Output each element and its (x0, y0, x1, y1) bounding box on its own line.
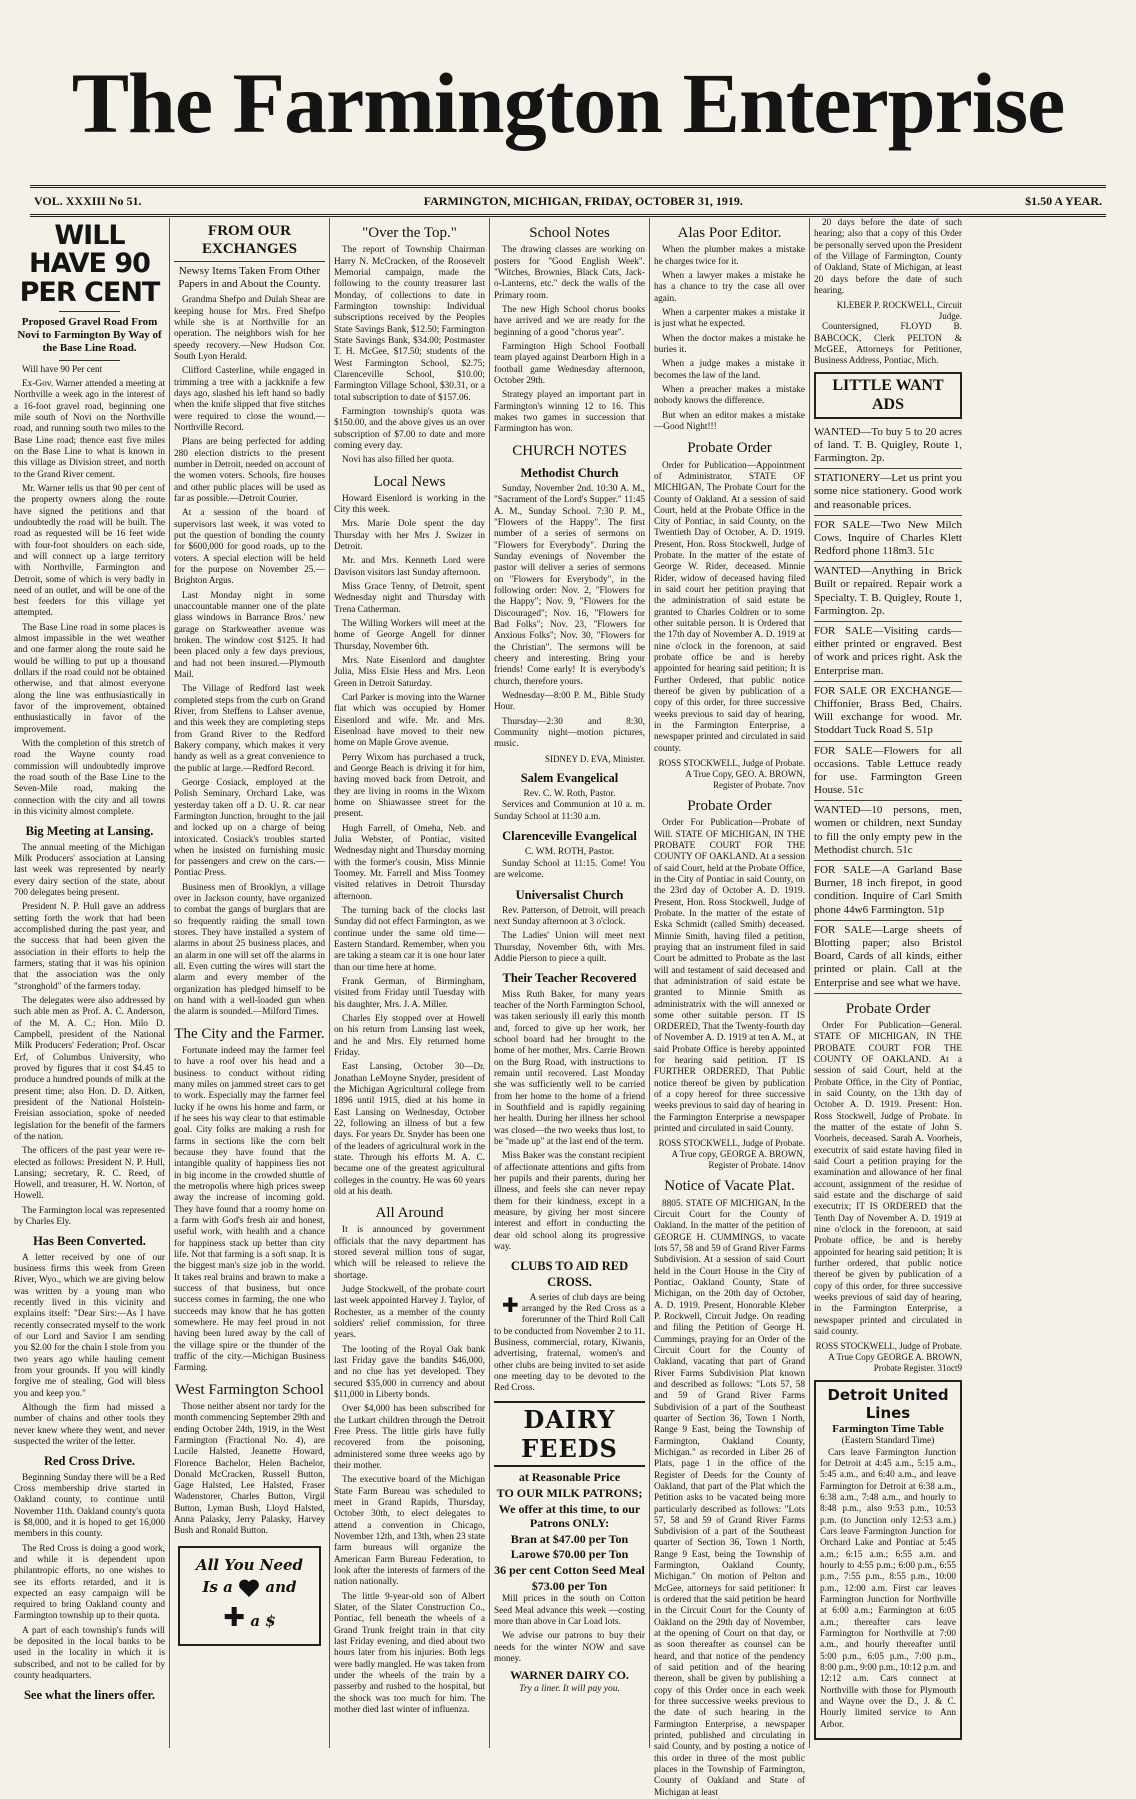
article-paragraph: Miss Grace Tenny, of Detroit, spent Wednesday night and Thursday with Trena Catherman. (334, 582, 485, 615)
column-5 (650, 218, 810, 1798)
rail-title: Detroit United Lines (827, 1386, 949, 1423)
liners-footer: See what the liners offer. (23, 1688, 156, 1703)
dollar-sign: $ (265, 1611, 276, 1630)
headline-teacher: Their Teacher Recovered (502, 971, 637, 986)
article-paragraph: Services and Communion at 10 a. m. Sunday School at 11:30 a.m. (494, 800, 645, 822)
ad-line: a (250, 1611, 261, 1630)
dairy-price-cotton: 36 per cent Cotton Seed Meal (494, 1563, 645, 1577)
article-paragraph: Mrs. Nate Eisenlord and daughter Julia, Miss Elsie Hess and Mrs. Leon Green in Detroit Saturday. (334, 656, 485, 689)
masthead-title: The Farmington Enterprise (71, 55, 1065, 151)
article-paragraph: The little 9-year-old son of Albert Slater, of the Slater Construction Co., Pontiac, fell beneath the wheels of a Grand Trunk freight train in that city last Friday evening, and died about two hours later from his injuries. Both legs were badly mangled. He was taken from under the wheels of the train by a passerby and rushed to the hospital, but the shock was too much for him. The mother died last winter of influenza. (334, 1591, 485, 1715)
article-paragraph: The delegates were also addressed by such able men as Prof. A. C. Anderson, of the M. A. C.; Hon. Milo D. Campbell, president of the National Milk Producers' Federation; Prof. Oscar Erf, of Columbus University, who proved by figures that it cost $4.45 to produce a hundred pounds of milk at the present time; also Hon. D. D. Aitken, president of the National Holstein-Freisian association, spoke of needed legislation for the benefit of the farmers of the nation. (14, 995, 165, 1142)
headline-probate-order: Probate Order (687, 797, 772, 814)
article-paragraph: Beginning Sunday there will be a Red Cross membership drive started in Oakland county, to continue until November 11th. Oakland county's quota is $8,000, and it is hoped to get 16,000 members in this county. (14, 1472, 165, 1540)
red-cross-icon: ✚ (223, 1602, 246, 1633)
article-paragraph: Howard Eisenlord is working in the City this week. (334, 493, 485, 516)
article-paragraph: When the doctor makes a mistake he buries it. (654, 333, 805, 355)
signature: ROSS STOCKWELL, Judge of Probate. (815, 1341, 962, 1352)
article-paragraph: Miss Ruth Baker, for many years teacher of the North Farmington School, was taken seriously ill early this month and, forced to give up her work, her school board had her brought to the home of her mother, Mrs. Carrie Brown on the Burg Road, with instructions to remain until recovered. Last Monday she was sufficiently well to be carried from her home to the home of a friend in Southfield and is rapidly regaining her health. During her illness her school was closed—the two weeks thus lost, to be "made up" at the last end of the term. (494, 989, 645, 1147)
rail-timetable: Cars leave Farmington Junction for Detroit at 4:45 a.m., 5:15 a.m., 5:45 a.m., and 6:40 a.m., and leave Farmington for Detroit at 6:38 a.m., 6:38 a.m., 7:48 a.m., and hourly to 8:48 p.m., also 9:53 p.m., 10:53 p.m. (to Junction only 12:53 a.m.) Cars leave Farmington Junction for Orchard Lake and Pontiac at 5:45 a.m.; 6:15 a.m.; 6:55 a.m. and hourly to 4:55 p.m.; 6:00 p.m., 6:55 p.m., 7:55 p.m., 8:55 p.m., 10:00 p.m., 12:00 a.m. First car leaves Farmington Junction for Northville at 6:00 a.m.; Farmington at 6:05 a.m.; thereafter cars leave Farmington for Northville at 7:00 a.m., and hourly thereafter until 5:00 p.m., 6:05 p.m., 7:00 p.m., 8:00 p.m., 9:00 p.m., 10:12 p.m. and 12:12 a.m. Cars connect at Northville with those for Plymouth and Wayne over the D., J. & C. Hourly limited service to Ann Arbor. (820, 1447, 956, 1730)
headline-west-farmington-school: West Farmington School (175, 1381, 324, 1398)
article-paragraph: The Ladies' Union will meet next Thursday, November 6th, with Mrs. Addie Pierson to piece a quilt. (494, 931, 645, 965)
ad-line: All You Need (195, 1555, 304, 1574)
headline-all-around: All Around (375, 1205, 444, 1222)
article-paragraph: When the plumber makes a mistake he charges twice for it. (654, 245, 805, 267)
article-paragraph: Business men of Brooklyn, a village over in Jackson county, have organized to combat the gangs of burglars that are so frequently raiding the small town stores. They have installed a system of alarms in about 25 business places, and an alarm in one will set off the alarms in all. Even cutting the wires will start the alarm and every member of the organization has pledged himself to be on hand with a well-loaded gun when the alarm is sounded.—Milford Times. (174, 882, 325, 1018)
article-paragraph: Judge Stockwell, of the probate court last week appointed Harvey J. Taylor, of Rochester, as a member of the county soldiers' relief commission, for three years. (334, 1285, 485, 1341)
article-paragraph: Sunday, November 2nd. 10:30 A. M., "Sacrament of the Lord's Supper." 11:45 A. M., Sunday School. 7:30 P. M., "Flowers of the Happy". The first number of a series of sermons on "Flowers for Everybody". During the Sunday evenings of November the pastor will deliver a series of sermons on "Flowers for Everybody", in the following order: Nov. 2, "Flowers for the Happy"; Nov. 9, "Flowers for the Discouraged"; Nov. 16, "Flowers for Bad Folks"; Nov. 23, "Flowers for Anxious Folks"; Nov. 30, "Flowers for the Christian". The sermons will be cheery and interesting. Bring your friends! Come early! It is everybody's church, therefore yours. (494, 484, 645, 687)
article-paragraph: When a lawyer makes a mistake he has a chance to try the case all over again. (654, 270, 805, 304)
article-paragraph: Rev. Patterson, of Detroit, will preach next Sunday afternoon at 3 o'clock. (494, 905, 645, 928)
article-paragraph: Grandma Shefpo and Dulah Shear are keeping house for Mrs. Fred Shefpo while she is at Northville for an operation. The neighbors wish for her speedy recovery.—New Hudson Cor. South Lyon Herald. (174, 295, 325, 363)
subscription-price: $1.50 A YEAR. (1025, 193, 1102, 208)
headline-school-notes: School Notes (529, 225, 610, 241)
article-paragraph: When a judge makes a mistake it becomes the law of the land. (654, 359, 805, 381)
issue-date: FARMINGTON, MICHIGAN, FRIDAY, OCTOBER 31, 1919. (423, 193, 743, 208)
liner-tagline: Try a liner. It will pay you. (519, 1683, 620, 1694)
article-paragraph: Clifford Casterline, while engaged in trimming a tree with a jackknife a few days ago, slashed his left hand so badly when the knife slipped that five stitches were required to close the wound.—Northville Record. (174, 366, 325, 434)
dairy-line: TO OUR MILK PATRONS; (496, 1485, 643, 1500)
article-paragraph: At a session of the board of supervisors last week, it was voted to put the question of bonding the county for $600,000 for good roads, up to the voters. A special election will be held for the purpose on November 25.—Brighton Argus. (174, 508, 325, 587)
article-paragraph: A letter received by one of our business firms this week from Green River, Wyo., which we are giving below was written by a young man who recently lived in this vicinity and explains itself: "Dear Sirs:—As I have recently consecrated myself to the work of our Lord and Savior I am sending you $2.00 for the chain I stole from you two years ago while hauling cement from your grounds. If you will kindly forgive me of stealing, God will bless you and keep you." (14, 1252, 165, 1399)
headline-converted: Has Been Converted. (33, 1234, 146, 1249)
signature: A True Copy, GEO. A. BROWN, Register of Probate. 7nov (685, 769, 805, 790)
article-paragraph: Fortunate indeed may the farmer feel to have a roof over his head and a business to conduct without riding many miles on jammed street cars to get to work. Especially may the farmer feel lucky if he owns his home and farm, or if he sees his way clear to that estimable goal. City folks are making a rush for farms in sections like the corn belt because they have found that the intangible quality of happiness lies not in big income in the crowded shuttle of the metropolis where high prices sweep away the increase of incoming gold. They have found that a roomy home on a farm with God's fresh air and honest, useful work, with health and a chance for happiness stack up better than city life. Not that farming is a soft snap. It is the biggest man's size job in the world. It takes real brains and brawn to make a success of that business, but once success comes in farming, the one who succeeds may know that he has gotten somewhere. He may feel proud in not having been lured away by the call of the village spire or the thunder of the traffic of the city.—Michigan Business Farming. (174, 1046, 325, 1374)
legal-notice: 20 days before the date of such hearing; also that a copy of this Order be personally served upon the President of the Village of Farmington, County of Oakland, State of Michigan, at least 20 days before the date of such hearing. (814, 218, 962, 296)
article-paragraph (494, 1293, 645, 1395)
legal-notice: Order For Publication—Probate of Will. STATE OF MICHIGAN, IN THE PROBATE COURT FOR THE COUNTY OF OAKLAND. At a session of said Court, held at the Probate Office, in the City of Pontiac in said County, on the 23rd day of October A. D. 1919. Present, Hon. Ross Stockwell, Judge of Probate. In the matter of the estate of Eska Schmidt (called Smith) deceased. Minnie Smith, having filed a petition, praying that an instrument filed in said Court be admitted to Probate as the last will and testament of said deceased and that administration of said estate be granted to Minnie Smith as administratrix with the will annexed or some other suitable person. IT IS ORDERED, That the Twenty-fourth day of November A. D. 1919 at ten A. M., at said Probate Office is hereby appointed for hearing said petition. IT IS FURTHER ORDERED, That Public notice thereof be given by publication of a copy hereof for three successive weeks previous to said day of hearing in the Farmington Enterprise a newspaper printed and circulated in said County. (654, 818, 805, 1135)
headline-city-farmer: The City and the Farmer. (174, 1025, 325, 1042)
article-paragraph: A part of each township's funds will be deposited in the local banks to be used in the locality in which it is subscribed, and not to be called for by county headquarters. (14, 1625, 165, 1682)
headline-ninety-percent: WILL HAVE 90 PER CENT (19, 220, 160, 308)
signature: A True copy, GEORGE A. BROWN, Register of Probate. 14nov (671, 1149, 805, 1171)
article-paragraph: Farmington township's quota was $150.00, and the above gives us an over subscription of $7.00 to date and more coming every day. (334, 406, 485, 451)
subhead-gravel-road: Proposed Gravel Road From Novi to Farmington By Way of the Base Line Road. (17, 316, 162, 355)
column-4 (490, 218, 650, 1748)
column-1 (10, 218, 170, 1748)
headline-alas-poor-editor: Alas Poor Editor. (677, 225, 782, 241)
signature: SIDNEY D. EVA, Minister. (544, 753, 645, 764)
headline-probate-order: Probate Order (845, 1000, 931, 1017)
article-paragraph: George Cosiack, employed at the Polish Seminary, Orchard Lake, was yesterday taken off a D. U. R. car near Farmington Junction, brought to the jail and locked up on a charge of being intoxicated. Cosiack's troubles started when he insisted on furnishing music for passengers and crew on the cars.—Pontiac Press. (174, 777, 325, 879)
heart-icon (238, 1578, 260, 1598)
article-paragraph: Thursday—2:30 and 8:30, Community night—motion pictures, music. (494, 716, 645, 750)
article-paragraph: The Farmington local was represented by Charles Ely. (14, 1205, 165, 1228)
headline-clubs-red-cross: CLUBS TO AID RED CROSS. (510, 1259, 629, 1289)
classified-ad: FOR SALE—Two New Milch Cows. Inquire of Charles Klett Redford phone 118m3. 51c (814, 516, 962, 563)
article-paragraph: East Lansing, October 30—Dr. Jonathan LeMoyne Snyder, president of the Michigan Agricultural college from 1896 until 1915, died at his home in East Lansing on Wednesday, October 22, following an illness of but a few days. For years Dr. Snyder has been one of the leaders of agricultural work in the state. Through his efforts M. A. C. became one of the greatest agricultural colleges in the country. He was 60 years old at his death. (334, 1062, 485, 1197)
red-cross-icon: ✚ (502, 1292, 519, 1317)
headline-probate-order: Probate Order (687, 440, 772, 457)
article-paragraph: Mrs. Marie Dole spent the day Thursday with her Mrs J. Swizer in Detroit. (334, 519, 485, 553)
column-3 (330, 218, 490, 1748)
classified-ad: WANTED—10 persons, men, women or children, next Sunday to fill the only empty pew in the Methodist church. 51c (814, 801, 962, 861)
article-paragraph: When a preacher makes a mistake nobody knows the difference. (654, 384, 805, 407)
signature: KLEBER P. ROCKWELL, Circuit Judge. (836, 300, 962, 322)
classified-ad: WANTED—Anything in Brick Built or repaired. Repair work a Specialty. T. B. Quigley, Route 1, Farmington. 2p. (814, 562, 962, 622)
detroit-united-lines-box (814, 1380, 962, 1740)
article-paragraph: The Base Line road in some places is almost impassible in the wet weather and one farmer along the route said he would be willing to put up a thousand dollars if the road could not be obtained otherwise, and that almost everyone along the line was enthusiastically in favor of the improvement, obtained enthusiastically in favor of the improvement. (14, 622, 165, 735)
rail-timezone: (Eastern Standard Time) (841, 1436, 935, 1447)
classified-ad: FOR SALE—Visiting cards—either printed or engraved. Best of work and prices right. Ask the Enterprise man. (814, 622, 962, 682)
dairy-feeds-title: DAIRY FEEDS (494, 1401, 645, 1468)
dateline-bar (30, 185, 1106, 217)
column-6 (810, 218, 966, 1748)
headline-methodist: Methodist Church (520, 465, 619, 480)
article-paragraph: The Willing Workers will meet at the home of George Angell for dinner Thursday, November 6th. (334, 619, 485, 652)
dairy-price-bran: Bran at $47.00 per Ton (510, 1531, 629, 1546)
dairy-price-larowe: Larowe $70.00 per Ton (510, 1547, 629, 1562)
headline-church-notes: CHURCH NOTES (512, 442, 627, 459)
subhead-exchanges: Newsy Items Taken From Other Papers in and About the County. (178, 264, 321, 290)
headline-universalist: Universalist Church (515, 887, 624, 902)
dairy-signature: WARNER DAIRY CO. (510, 1668, 629, 1683)
article-paragraph: Miss Baker was the constant recipient of affectionate attentions and gifts from her pupils and their parents, during her illness, and feels she can never repay them for their kindness, except in a measure, by giving her most sincere interest and effort in conducting the dear old school along its progressive way. (494, 1151, 645, 1252)
article-paragraph: But when an editor makes a mistake—Good Night!!! (654, 410, 805, 432)
headline-over-the-top: "Over the Top." (362, 225, 457, 241)
pastor-name: Rev. C. W. Roth, Pastor. (523, 788, 616, 799)
article-paragraph: The turning back of the clocks last Sunday did not effect Farmington, as we continue under the same old time—Eastern Standard. Remember, when you are taking a steam car it is one hour later than our time here at home. (334, 905, 486, 973)
rail-subtitle: Farmington Time Table (832, 1422, 944, 1435)
article-paragraph: It is announced by government officials that the navy department has stored several million tons of sugar, which will be released to relieve the shortage. (334, 1225, 485, 1281)
ad-line: and (265, 1578, 297, 1597)
dairy-line: We offer at this time, to our Patrons ONLY: (498, 1501, 641, 1531)
article-paragraph: We advise our patrons to buy their needs for the winter NOW and save money. (494, 1631, 645, 1664)
article-text: A series of club days are being arranged by the Red Cross as a forerunner of the Third Roll Call to be conducted from November 2 to 11. Business, commercial, rotary, Kiwanis, advertising, fraternal, women's and other clubs are being invited to set aside one meeting day to be devoted to the Red Cross. (494, 1292, 645, 1394)
article-paragraph: Hugh Farrell, of Omeha, Neb. and Julia Webster, of Pontiac, visited Wednesday night and Thursday morning with the former's cousin, Miss Minnie Toomey. Mr. Farrell and Miss Toomey visited relatives in Detroit Thursday afternoon. (334, 823, 485, 902)
article-paragraph: Frank German, of Birmingham, visited from Friday until Tuesday with his daughter, Mrs. J. A. Miller. (334, 976, 485, 1010)
classified-ad: FOR SALE—A Garland Base Burner, 18 inch firepot, in good condition. Inquire of Carl Smith phone 44w6 Farmington. 51p (814, 861, 962, 921)
article-paragraph: The Village of Redford last week completed steps from the curb on Grand River, from Steffens to Lahser avenue, and this week they are completing steps from Grand River to the Redford Bakery company, which makes it very handy as well as a great convenience to the public at large.—Redford Record. (174, 684, 325, 774)
column-2 (170, 218, 330, 1748)
volume-number: VOL. XXXIII No 51. (34, 193, 142, 208)
article-paragraph: Plans are being perfected for adding 280 election districts to the present number in Detroit, needed on account of the women voters. Schools, fire houses and other public places will be used as far as possible.—Detroit Courier. (174, 437, 325, 504)
headline-exchanges: FROM OUR EXCHANGES (174, 220, 325, 262)
little-want-ads-title: LITTLE WANT ADS (814, 372, 962, 419)
article-paragraph: Although the firm had missed a number of chains and other tools they never knew where they went, and never suspected the writer of the letter. (14, 1402, 165, 1447)
classified-ad: FOR SALE OR EXCHANGE—Chiffonier, Brass Bed, Chairs. Will exchange for wood. Mr. Stoddart Tuck Road S. 51p (814, 682, 962, 742)
article-paragraph: The drawing classes are working on posters for "Good English Week". "Witches, Brownies, Black Cats, Jack-o-Lanterns, etc." deck the walls of the Primary room. (494, 245, 645, 301)
classified-ad: STATIONERY—Let us print you some nice stationery. Good work and reasonable prices. (814, 469, 962, 516)
legal-notice: Order For Publication—General. STATE OF MICHIGAN, IN THE PROBATE COURT FOR THE COUNTY OF OAKLAND. At a session of said Court, held at the Probate Office, in the City of Pontiac, in said County, on the 13th day of October A. D. 1919. Present: Hon. Ross Stockwell, Judge of Probate. In the matter of the estate of John S. Voorheis, deceased. Sarah A. Voorheis, executrix of said estate having filed in said Court a petition praying for the examination and allowance of her final account, assignment of the residue of said estate and the discharge of said executrix; IT IS ORDERED that the Tenth Day of November A. D. 1919 at nine o'clock in the forenoon, at said Probate office, be and is hereby appointed for hearing said petition; It is further ordered, that public notice thereof be given by publication of a copy of this order, for three successive weeks previous of said day of hearing, in the Farmington Enterprise, a newspaper printed and circulated in said county. (814, 1021, 962, 1337)
article-paragraph: When a carpenter makes a mistake it is just what he expected. (654, 307, 805, 330)
article-paragraph: Mr. Warner tells us that 90 per cent of the property owners along the route have signed the petitions and that undoubtedly the road will be built. The road as requested will be 16 feet wide with four-foot shoulders on each side, and will connect up a large territory with Northville, Farmington and Detroit, some of which is very badly in need of an outlet, and will be one of the best feeders for this village yet attempted. (14, 483, 165, 619)
article-paragraph: Last Monday night in some unaccountable manner one of the plate glass windows in Barrance Bros.' new garage on Starkweather avenue was broken. The window cost $125. It had been placed only a few days previous, and had not been insured.—Plymouth Mail. (174, 590, 325, 680)
signature: ROSS STOCKWELL, Judge of Probate. (658, 1138, 805, 1149)
signature: A True Copy GEORGE A. BROWN, Probate Register. 31oct9 (828, 1352, 962, 1374)
dairy-line: at Reasonable Price (518, 1470, 621, 1485)
article-paragraph: Carl Parker is moving into the Warner flat which was occupied by Homer Eisenlord and wife. Mr. and Mrs. Eisenload have moved to their new home on Maple Grove avenue. (334, 693, 485, 749)
article-paragraph: Sunday School at 11:15. Come! You are welcome. (494, 858, 645, 881)
article-paragraph: Over $4,000 has been subscribed for the Lutkart children through the Detroit Free Press. The little girls have fully recovered from the poisoning, administered some three weeks ago by their mother. (334, 1404, 485, 1472)
article-paragraph: The officers of the past year were re-elected as follows: President N. P. Hull, Lansing; secretary, R. C. Reed, of Howell, and treasurer, H. W. Norton, of Howell. (14, 1146, 165, 1202)
article-paragraph: Mr. and Mrs. Kenneth Lord were Davison visitors last Sunday afternoon. (334, 556, 485, 578)
article-paragraph: With the completion of this stretch of road the Wayne county road commission will undoubtedly improve the road south of the Base Line to the Seven-Mile road, making the connection with the city and all towns in this vicinity almost complete. (14, 739, 165, 818)
article-paragraph: Charles Ely stopped over at Howell on his return from Lansing last week, and he and Mrs. Ely returned home Friday. (334, 1013, 485, 1058)
article-paragraph: The executive board of the Michigan State Farm Bureau was scheduled to meet in Grand Rapids, Thursday, October 30th, to elect delegates to attend a convention in Chicago, November 12th, and 13th, when 23 state farm bureaus will organize the American Farm Bureau Federation, to look after the interests of farmers of the nation nationally. (334, 1475, 485, 1588)
article-paragraph: The new High School chorus books have arrived and we are ready for the beginning of a good "chorus year". (494, 304, 645, 338)
legal-notice: Order for Publication—Appointment of Administrator. STATE OF MICHIGAN, The Probate Court for the County of Oakland. At a session of said Court, held at the Probate Office in the City of Pontiac, in said County, on the Twentieth Day of October, A. D. 1919. Present, Hon. Ross Stockwell, Judge of Probate. In the matter of the estate of George W. Rider, deceased. Minnie Rider, widow of deceased having filed in said court her petition praying that the administration of said estate be granted to Charles Coldren or to some other suitable person. It is Ordered that the 17th day of November A. D. 1919 at nine o'clock in the forenoon, at said probate office be and is hereby appointed for hearing said petition; It is Further Ordered, that public notice thereof be given by publication of a copy of this order, for three successive weeks previous to said day of hearing, in the Farmington Enterprise, a newspaper printed and circulated in said county. (654, 460, 805, 754)
all-you-need-ad (178, 1546, 321, 1646)
dairy-price-cotton-value: $73.00 per Ton (531, 1578, 608, 1593)
article-paragraph: The Red Cross is doing a good work, and while it is dependent upon philantropic efforts, no one wishes to see its efforts retarded, and it is expected an easy campaign will be required to bring Oakland county and Farmington township up to their quota. (14, 1543, 165, 1622)
signature: ROSS STOCKWELL, Judge of Probate. (658, 758, 805, 769)
article-paragraph: Ex-Gov. Warner attended a meeting at Northville a week ago in the interest of a 16-foot gravel road, beginning one mile south of Novi on the Northville road, and running south two miles to the Base Line road; thence east five miles on the Base Line to what is known in this village as Division street, and north to the Grand River cement. (14, 378, 165, 480)
article-paragraph: Strategy played an important part in Farmington's winning 12 to 16. This makes two games in succession that Farmington has won. (494, 390, 645, 435)
article-paragraph: Novi has also filled her quota. (342, 455, 455, 466)
classified-ad: FOR SALE—Large sheets of Blotting paper; also Bristol Board, Cards of all kinds, either printed or plain. Call at the Enterprise and see what we have. (814, 921, 962, 994)
article-paragraph: The report of Township Chairman Harry N. McCracken, of the Roosevelt Memorial campaign, made the following to the county treasurer last Monday, of collections to date in Farmington township: Individual subscriptions received by the Peoples State Savings Bank, $12.50; Farmington State Savings Bank, $34.00; Postmaster T. H. McGee, $17.50; students of the West Farmington School, $2.75; Clarenceville School, $10.00; Farmington Village School, $30.31, or a total subscription to date of $157.06. (334, 245, 485, 403)
article-paragraph: Will have 90 Per cent (22, 364, 103, 375)
legal-notice: Countersigned, FLOYD B. BABCOCK, Clerk PELTON & McGEE, Attorneys for Petitioner, Business Address, Pontiac, Mich. (814, 322, 962, 367)
legal-notice: 8805. STATE OF MICHIGAN, In the Circuit Court for the County of Oakland. In the matter of the petition of GEORGE H. CUMMINGS, to vacate lots 57, 58 and 59 of Grand River Farms Subdivision. At a session of said Court held in the Court House in the City of Pontiac, Oakland County, State of Michigan, on the 20th day of October, A. D. 1919. Present, Honorable Kleber P. Rockwell, Circuit Judge. On reading and filing the Petition of George H. Cummings, praying for an Order of the Circuit Court for the County of Oakland, vacating that part of Grand River Farms Subdivision Plat known and described as follows: "Lots 57, 58 and 59 of Grand River Farms Subdivision of a part of the Southeast quarter of Section 36, Town 1 North, Range 9 East, being the Township of Farmington, Oakland County, Michigan." as recorded in Liber 26 of Plats, page 1 in the office of the Register of Deeds for the County of Oakland, that part of the Plat which the Petition asks to be vacated being more particularly described as follows: "Lots 57, 58 and 59 of Grand River Farms Subdivision of a part of the Southeast quarter of Section 36, Town 1 North, Range 9 East, being the Township of Farmington, Oakland County, Michigan." On motion of Pelton and McGee, attorneys for said petitioner: It is ordered that the said petition be heard in the Circuit Court for the County of Oakland on the 29th day of November, at the opening of Court on that day, or as soon thereafter as counsel can be heard, and that notice of the pendency of said petition and of the hearing thereon, shall be given by publishing a copy of this Order once in each week for three successive weeks previous to the date of such hearing in the Farmington Enterprise, a newspaper printed, published and circulating in said County, and by posting a notice of this order in three of the most public places in the Township of Farmington, County of Oakland and State of Michigan at least (654, 1198, 805, 1798)
ad-line: Is a (202, 1578, 233, 1597)
headline-red-cross-drive: Red Cross Drive. (43, 1454, 136, 1469)
article-paragraph: Wednesday—8:00 P. M., Bible Study Hour. (494, 691, 645, 713)
classified-ad: FOR SALE—Flowers for all occasions. Table Lettuce ready for use. Farmington Green House. 51c (814, 742, 962, 802)
headline-salem: Salem Evangelical (520, 770, 619, 785)
article-paragraph: Those neither absent nor tardy for the month commencing September 29th and ending October 24th, 1919, in the West Farmington (Fractional No. 4), are Lucile Halsted, Jeanette Howard, Florence Bachelor, Helen Bachelor, Donald McCracken, Russell Button, Gage Halsted, Lee Halsted, Fraser Wadenstorer, Charles Button, Virgil Button, Lyman Bush, Lloyd Halsted, Anna Palasky, Jerry Palasky, Harvey Bush and Ronald Button. (174, 1401, 325, 1537)
headline-lansing: Big Meeting at Lansing. (25, 824, 154, 839)
article-paragraph: Mill prices in the south on Cotton Seed Meal advance this week —costing more than above in Car Load lots. (494, 1594, 645, 1627)
pastor-name: C. WM. ROTH, Pastor. (524, 847, 615, 858)
article-paragraph: President N. P. Hull gave an address setting forth the work that had been accomplished during the past year, and the success that had been given the association in their efforts to help the farmers, stating that it was his opinion that the association was the only "stronghold" of the farmers today. (14, 902, 165, 992)
classified-ad: WANTED—To buy 5 to 20 acres of land. T. B. Quigley, Route 1, Farmington. 2p. (814, 423, 962, 470)
headline-vacate-plat: Notice of Vacate Plat. (664, 1178, 795, 1195)
columns (10, 218, 1126, 1798)
headline-local-news: Local News (373, 473, 446, 490)
article-paragraph: Perry Wixom has purchased a truck, and George Beach is driving it for him, having moved back from Detroit, and they are living in rooms in the Wixom home on Shiawassee street for the present. (334, 752, 485, 820)
article-paragraph: The annual meeting of the Michigan Milk Producers' association at Lansing last week was represented by nearly every dairy section of the state, about 700 delegates being present. (14, 842, 165, 898)
article-paragraph: Farmington High School Football team played against Dearborn High in a football game Wednesday afternoon, October 29th. (494, 341, 645, 386)
headline-clarenceville: Clarenceville Evangelical (502, 829, 637, 844)
article-paragraph: The looting of the Royal Oak bank last Friday gave the bandits $46,000, and no clue has yet developed. They secured $35,000 in currency and about $11,000 in Liberty bonds. (334, 1344, 485, 1401)
